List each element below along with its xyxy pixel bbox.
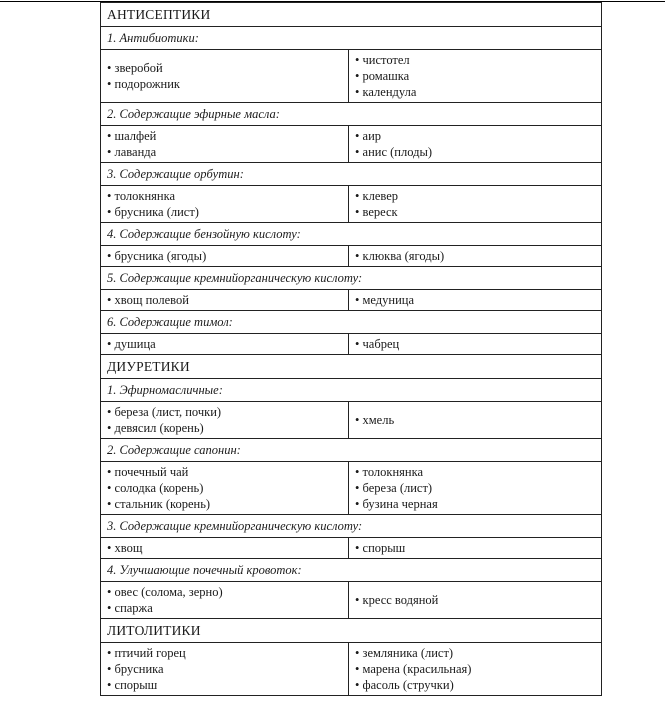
subheading-row [101,223,602,246]
list-item: • клюква (ягоды) [355,248,597,264]
herb-list [107,584,344,616]
list-item: • кресс водяной [355,592,597,608]
section-title: ДИУРЕТИКИ [101,355,602,379]
list-item: • брусника (ягоды) [107,248,344,264]
right-cell [349,186,602,223]
list-item: • вереск [355,204,597,220]
left-cell [101,186,349,223]
subheading-row [101,515,602,538]
left-cell [101,582,349,619]
herb-list [355,336,597,352]
list-item: • клевер [355,188,597,204]
herb-list [355,464,597,512]
list-item: • спорыш [107,677,344,693]
section-row [101,619,602,643]
list-item: • солодка (корень) [107,480,344,496]
subheading-row [101,559,602,582]
right-cell [349,643,602,696]
group-heading: 2. Содержащие сапонин: [101,439,602,462]
group-heading: 4. Улучшающие почечный кровоток: [101,559,602,582]
table-body [101,3,602,696]
list-item: • подорожник [107,76,344,92]
herb-list [107,645,344,693]
list-item: • толокнянка [355,464,597,480]
subheading-row [101,27,602,50]
right-cell [349,126,602,163]
list-item: • птичий горец [107,645,344,661]
left-cell [101,538,349,559]
list-item: • ромашка [355,68,597,84]
list-item: • чабрец [355,336,597,352]
herb-list [107,464,344,512]
right-cell [349,50,602,103]
herb-list [355,52,597,100]
subheading-row [101,311,602,334]
left-cell [101,643,349,696]
table-row [101,462,602,515]
herb-list [355,592,597,608]
list-item: • чистотел [355,52,597,68]
group-heading: 4. Содержащие бензойную кислоту: [101,223,602,246]
list-item: • почечный чай [107,464,344,480]
herb-list [107,540,344,556]
list-item: • хвощ полевой [107,292,344,308]
list-item: • овес (солома, зерно) [107,584,344,600]
list-item: • анис (плоды) [355,144,597,160]
list-item: • хвощ [107,540,344,556]
table-row [101,402,602,439]
list-item: • лаванда [107,144,344,160]
table-row [101,186,602,223]
right-cell [349,402,602,439]
herb-list [355,248,597,264]
right-cell [349,334,602,355]
right-cell [349,290,602,311]
table-row [101,50,602,103]
list-item: • земляника (лист) [355,645,597,661]
right-cell [349,582,602,619]
group-heading: 3. Содержащие кремнийорганическую кислоту: [101,515,602,538]
herb-list [355,128,597,160]
herb-list [355,412,597,428]
list-item: • брусника (лист) [107,204,344,220]
left-cell [101,126,349,163]
herb-list [107,248,344,264]
list-item: • аир [355,128,597,144]
subheading-row [101,439,602,462]
herb-list [355,540,597,556]
subheading-row [101,163,602,186]
list-item: • календула [355,84,597,100]
left-cell [101,290,349,311]
herb-list [355,645,597,693]
list-item: • брусника [107,661,344,677]
list-item: • спаржа [107,600,344,616]
herb-list [107,404,344,436]
list-item: • фасоль (стручки) [355,677,597,693]
list-item: • зверобой [107,60,344,76]
table-row [101,643,602,696]
right-cell [349,462,602,515]
section-title: ЛИТОЛИТИКИ [101,619,602,643]
section-row [101,355,602,379]
left-cell [101,462,349,515]
list-item: • спорыш [355,540,597,556]
subheading-row [101,379,602,402]
right-cell [349,246,602,267]
herb-list [107,188,344,220]
herbs-table [100,2,602,696]
herb-list [107,336,344,352]
list-item: • хмель [355,412,597,428]
list-item: • шалфей [107,128,344,144]
table-row [101,538,602,559]
list-item: • медуница [355,292,597,308]
herb-list [107,60,344,92]
table-row [101,290,602,311]
herb-list [355,188,597,220]
list-item: • бузина черная [355,496,597,512]
section-row [101,3,602,27]
table-row [101,126,602,163]
right-cell [349,538,602,559]
list-item: • марена (красильная) [355,661,597,677]
table-row [101,582,602,619]
table-row [101,246,602,267]
list-item: • толокнянка [107,188,344,204]
group-heading: 5. Содержащие кремнийорганическую кислоту: [101,267,602,290]
table-row [101,334,602,355]
left-cell [101,402,349,439]
list-item: • стальник (корень) [107,496,344,512]
herb-list [107,128,344,160]
list-item: • душица [107,336,344,352]
list-item: • девясил (корень) [107,420,344,436]
group-heading: 1. Антибиотики: [101,27,602,50]
list-item: • береза (лист) [355,480,597,496]
herb-list [107,292,344,308]
left-cell [101,246,349,267]
section-title: АНТИСЕПТИКИ [101,3,602,27]
subheading-row [101,267,602,290]
group-heading: 6. Содержащие тимол: [101,311,602,334]
group-heading: 1. Эфирномасличные: [101,379,602,402]
list-item: • береза (лист, почки) [107,404,344,420]
left-cell [101,334,349,355]
subheading-row [101,103,602,126]
left-cell [101,50,349,103]
group-heading: 3. Содержащие орбутин: [101,163,602,186]
herb-list [355,292,597,308]
group-heading: 2. Содержащие эфирные масла: [101,103,602,126]
